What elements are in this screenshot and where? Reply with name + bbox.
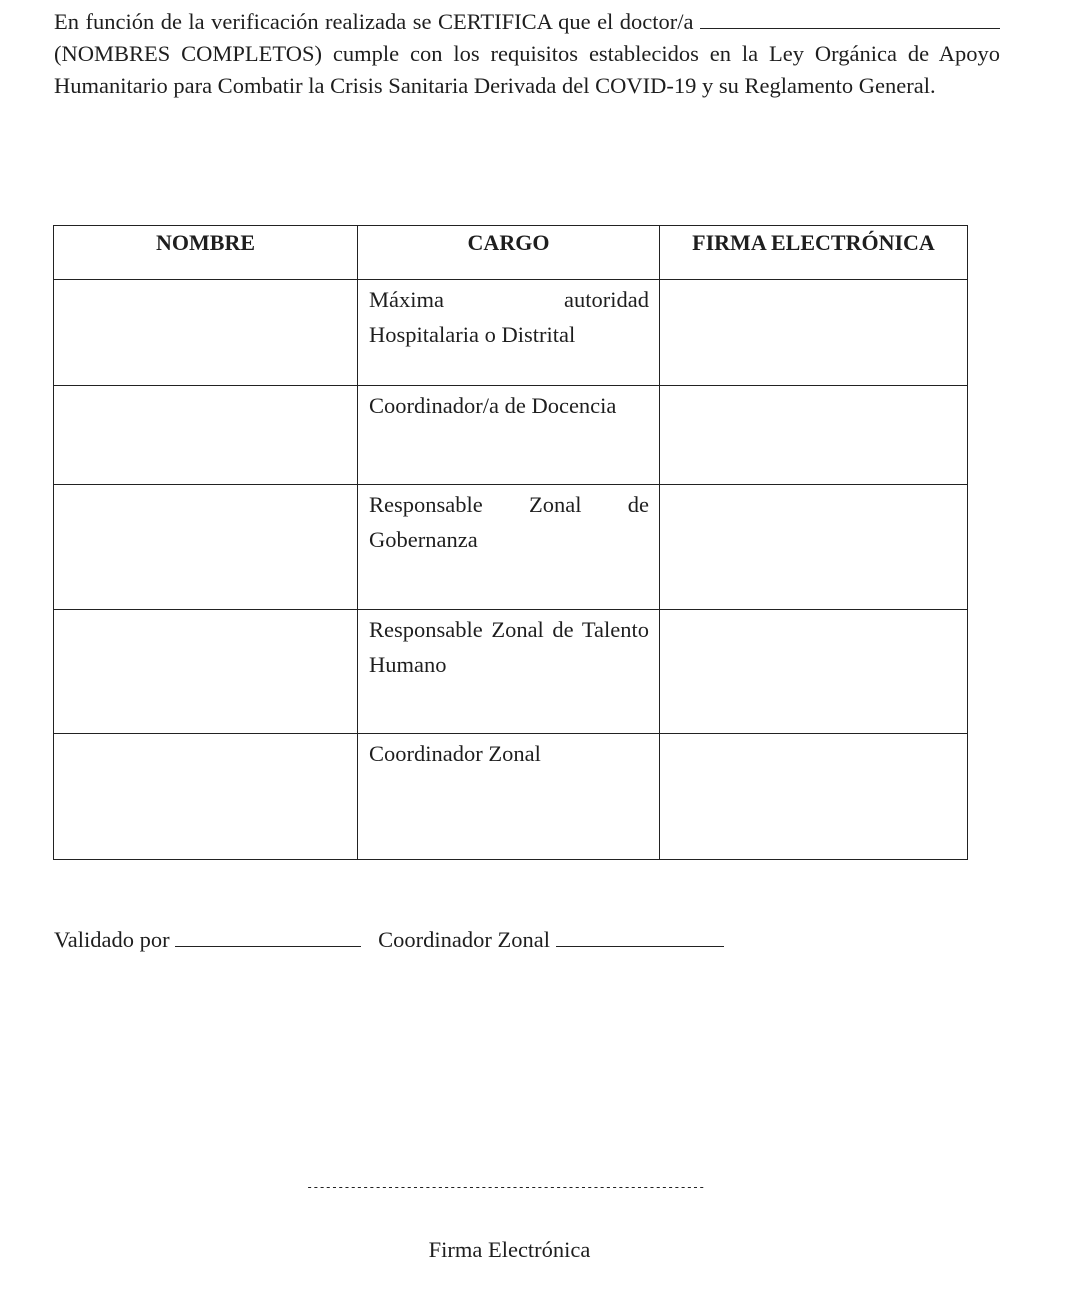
- firma-cell: [660, 734, 968, 860]
- table-row: [54, 734, 968, 860]
- validado-por-label: Validado por: [54, 927, 170, 952]
- nombre-cell: [54, 734, 358, 860]
- validado-por-blank: [175, 926, 361, 947]
- signers-table: [53, 225, 968, 860]
- cargo-cell: Coordinador Zonal: [358, 734, 660, 860]
- cargo-cell: Coordinador/a de Docencia: [358, 386, 660, 485]
- validation-line: [54, 925, 724, 955]
- nombre-cell: [54, 280, 358, 386]
- nombre-cell: [54, 610, 358, 734]
- doctor-name-blank: [700, 10, 1000, 29]
- signature-dashed-line: ----------------------------------------------------------------: [306, 1180, 705, 1194]
- nombre-cell: [54, 386, 358, 485]
- header-nombre: NOMBRE: [54, 226, 358, 280]
- table-row: [54, 485, 968, 610]
- certification-text-start: En función de la verificación realizada se CERTIFICA que el doctor/a: [54, 9, 694, 34]
- certification-paragraph: [54, 6, 1000, 102]
- header-cargo: CARGO: [358, 226, 660, 280]
- coordinador-zonal-blank: [556, 926, 724, 947]
- firma-cell: [660, 610, 968, 734]
- cargo-cell: Máxima autoridad Hospitalaria o Distrital: [358, 280, 660, 386]
- certification-text-end: (NOMBRES COMPLETOS) cumple con los requisitos establecidos en la Ley Orgánica de Apoyo Humanitario para Combatir la Crisis Sanitaria Derivada del COVID-19 y su Reglamento General.: [54, 41, 1000, 98]
- cargo-cell: Responsable Zonal de Talento Humano: [358, 610, 660, 734]
- cargo-cell: Responsable Zonal de Gobernanza: [358, 485, 660, 610]
- table-header-row: [54, 226, 968, 280]
- firma-cell: [660, 280, 968, 386]
- signature-label: Firma Electrónica: [428, 1237, 591, 1262]
- nombre-cell: [54, 485, 358, 610]
- firma-cell: [660, 485, 968, 610]
- table-row: [54, 280, 968, 386]
- table-row: [54, 610, 968, 734]
- header-firma: FIRMA ELECTRÓNICA: [660, 226, 968, 280]
- coordinador-zonal-label: Coordinador Zonal: [378, 927, 550, 952]
- firma-cell: [660, 386, 968, 485]
- table-row: [54, 386, 968, 485]
